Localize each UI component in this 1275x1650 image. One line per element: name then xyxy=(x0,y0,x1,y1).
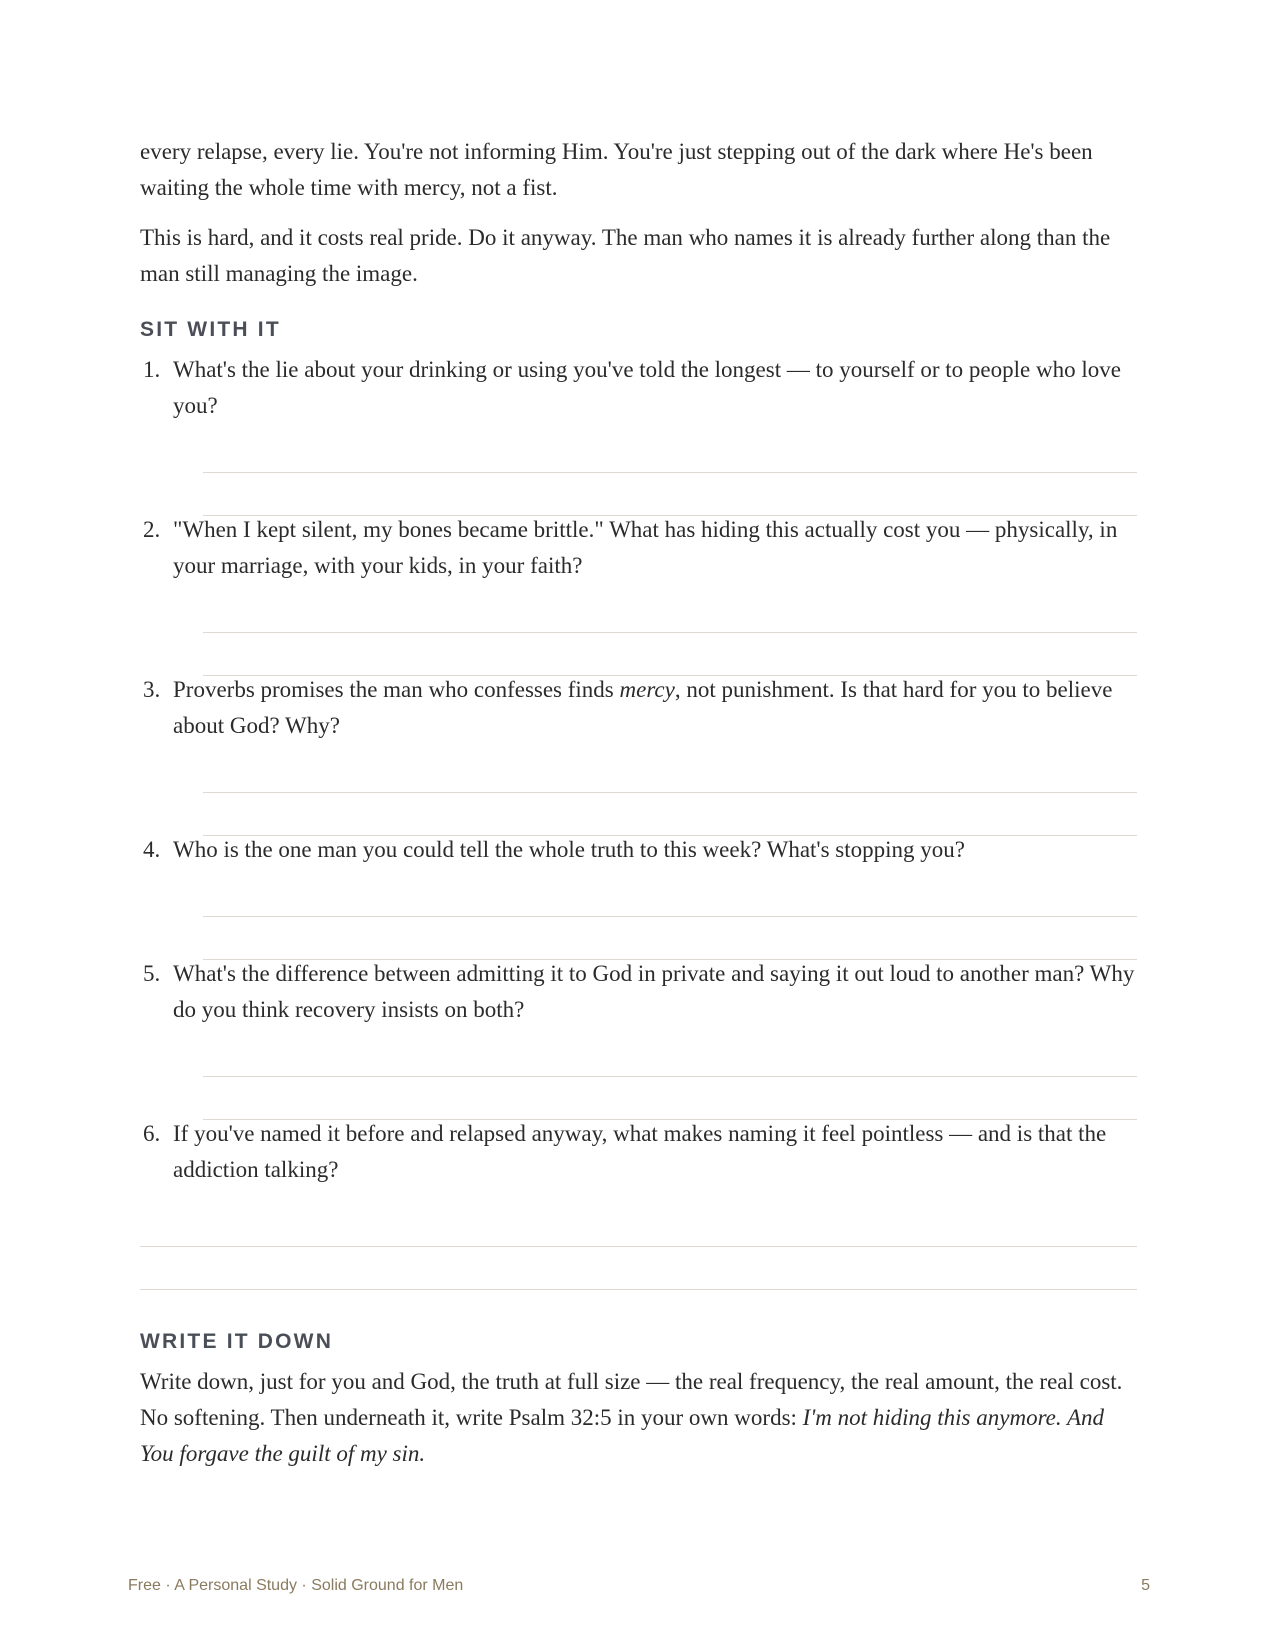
question-item xyxy=(140,956,1137,1116)
question-text: "When I kept silent, my bones became brittle." What has hiding this actually cost you — physically, in your marriage, with your kids, in your faith? xyxy=(173,517,1118,578)
page-number: 5 xyxy=(1141,1577,1150,1594)
question-item xyxy=(140,512,1137,672)
answer-line xyxy=(203,472,1137,473)
answer-line xyxy=(203,792,1137,793)
intro-paragraph: This is hard, and it costs real pride. Do it anyway. The man who names it is already further along than the man still managing the image. xyxy=(140,225,1111,286)
answer-line xyxy=(203,632,1137,633)
write-it-down-italic-text: I'm not hiding this anymore. And You forgave the guilt of my sin. xyxy=(140,1405,1105,1466)
answer-line xyxy=(203,1076,1137,1077)
answer-space[interactable] xyxy=(173,868,1137,956)
answer-line xyxy=(140,1246,1137,1247)
write-it-down-text: Write down, just for you and God, the truth at full size — the real frequency, the real amount, the real cost. No softening. Then underneath it, write Psalm 32:5 in your own words: xyxy=(140,1369,1123,1430)
section-heading-write-it-down: WRITE IT DOWN xyxy=(140,1330,334,1353)
question-item xyxy=(140,352,1137,512)
question-number: 2. xyxy=(143,517,161,542)
write-it-down-paragraph xyxy=(140,1364,1137,1472)
answer-space[interactable] xyxy=(173,744,1137,832)
question-text xyxy=(173,672,1137,744)
answer-space[interactable] xyxy=(173,584,1137,672)
question-number: 5. xyxy=(143,961,161,986)
question-text: What's the difference between admitting it to God in private and saying it out loud to another man? Why do you think recovery insists on both? xyxy=(173,961,1135,1022)
question-item xyxy=(140,672,1137,832)
section-heading-sit-with-it: SIT WITH IT xyxy=(140,318,281,341)
reflection-questions xyxy=(140,352,1137,1188)
question-item xyxy=(140,1116,1137,1188)
page-content xyxy=(140,134,1137,1486)
question-text: If you've named it before and relapsed anyway, what makes naming it feel pointless — and is that the addiction talking? xyxy=(173,1121,1107,1182)
question-number: 6. xyxy=(143,1121,161,1146)
answer-space[interactable] xyxy=(173,1028,1137,1116)
question-number: 1. xyxy=(143,357,161,382)
footer-title: Free · A Personal Study · Solid Ground for Men xyxy=(128,1577,464,1594)
question-text: What's the lie about your drinking or using you've told the longest — to yourself or to people who love you? xyxy=(173,357,1121,418)
question-text: Who is the one man you could tell the whole truth to this week? What's stopping you? xyxy=(173,837,965,862)
answer-space[interactable] xyxy=(140,1188,1137,1328)
answer-space[interactable] xyxy=(173,424,1137,512)
answer-line xyxy=(203,916,1137,917)
question-text-end: , not punishment. Is that hard for you to believe about God? Why? xyxy=(173,677,1113,738)
answer-line xyxy=(140,1289,1137,1290)
question-text-start: Proverbs promises the man who confesses finds xyxy=(173,677,620,702)
question-number: 4. xyxy=(143,837,161,862)
question-text-emphasis: mercy xyxy=(619,677,675,702)
question-item xyxy=(140,832,1137,956)
intro-paragraph: every relapse, every lie. You're not informing Him. You're just stepping out of the dark where He's been waiting the whole time with mercy, not a fist. xyxy=(140,139,1093,200)
question-number: 3. xyxy=(143,677,161,702)
